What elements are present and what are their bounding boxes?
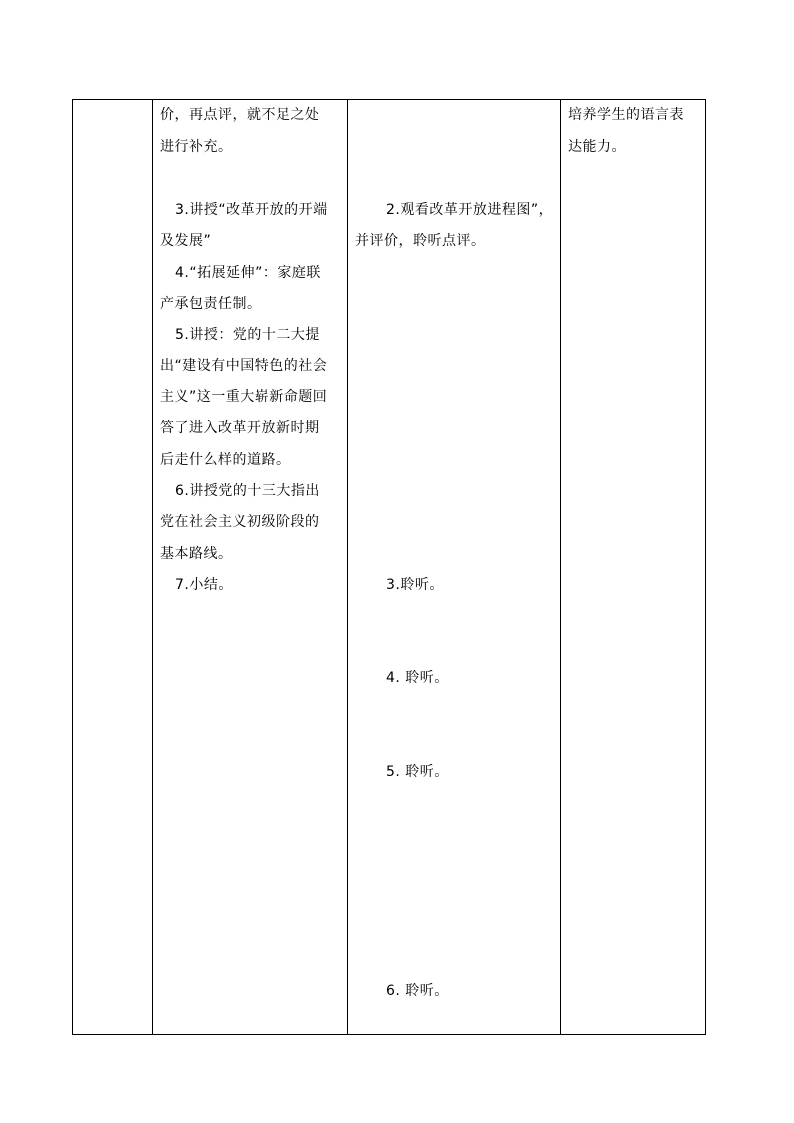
table-column-divider-3 bbox=[560, 99, 561, 1035]
teacher-activity-line: 出“建设有中国特色的社会 bbox=[160, 358, 328, 374]
teacher-activity-line: 后走什么样的道路。 bbox=[160, 452, 291, 468]
teacher-activity-line: 答了进入改革开放新时期 bbox=[160, 420, 320, 436]
teacher-activity-line: 3.讲授“改革开放的开端 bbox=[175, 202, 328, 218]
table-column-divider-2 bbox=[347, 99, 348, 1035]
student-activity-line: 6. 聆听。 bbox=[386, 983, 449, 999]
student-activity-line: 3.聆听。 bbox=[386, 577, 444, 593]
teacher-activity-line: 5.讲授：党的十二大提 bbox=[175, 327, 320, 343]
design-intent-line: 培养学生的语言表 bbox=[568, 107, 684, 123]
student-activity-line: 2.观看改革开放进程图”， bbox=[386, 202, 554, 218]
teacher-activity-line: 主义”这一重大崭新命题回 bbox=[160, 389, 328, 405]
teacher-activity-line: 党在社会主义初级阶段的 bbox=[160, 514, 320, 530]
teacher-activity-line: 基本路线。 bbox=[160, 546, 233, 562]
student-activity-line: 5. 聆听。 bbox=[386, 764, 449, 780]
teacher-activity-line: 7.小结。 bbox=[175, 577, 233, 593]
teacher-activity-line: 价，再点评，就不足之处 bbox=[160, 107, 320, 123]
student-activity-line: 4. 聆听。 bbox=[386, 670, 449, 686]
design-intent-line: 达能力。 bbox=[568, 139, 626, 155]
table-column-divider-1 bbox=[152, 99, 153, 1035]
teacher-activity-line: 及发展” bbox=[160, 233, 212, 249]
teacher-activity-line: 4.“拓展延伸”：家庭联 bbox=[175, 265, 321, 281]
teacher-activity-line: 进行补充。 bbox=[160, 139, 233, 155]
teacher-activity-line: 产承包责任制。 bbox=[160, 296, 262, 312]
student-activity-line: 并评价，聆听点评。 bbox=[355, 233, 486, 249]
teacher-activity-line: 6.讲授党的十三大指出 bbox=[175, 483, 320, 499]
